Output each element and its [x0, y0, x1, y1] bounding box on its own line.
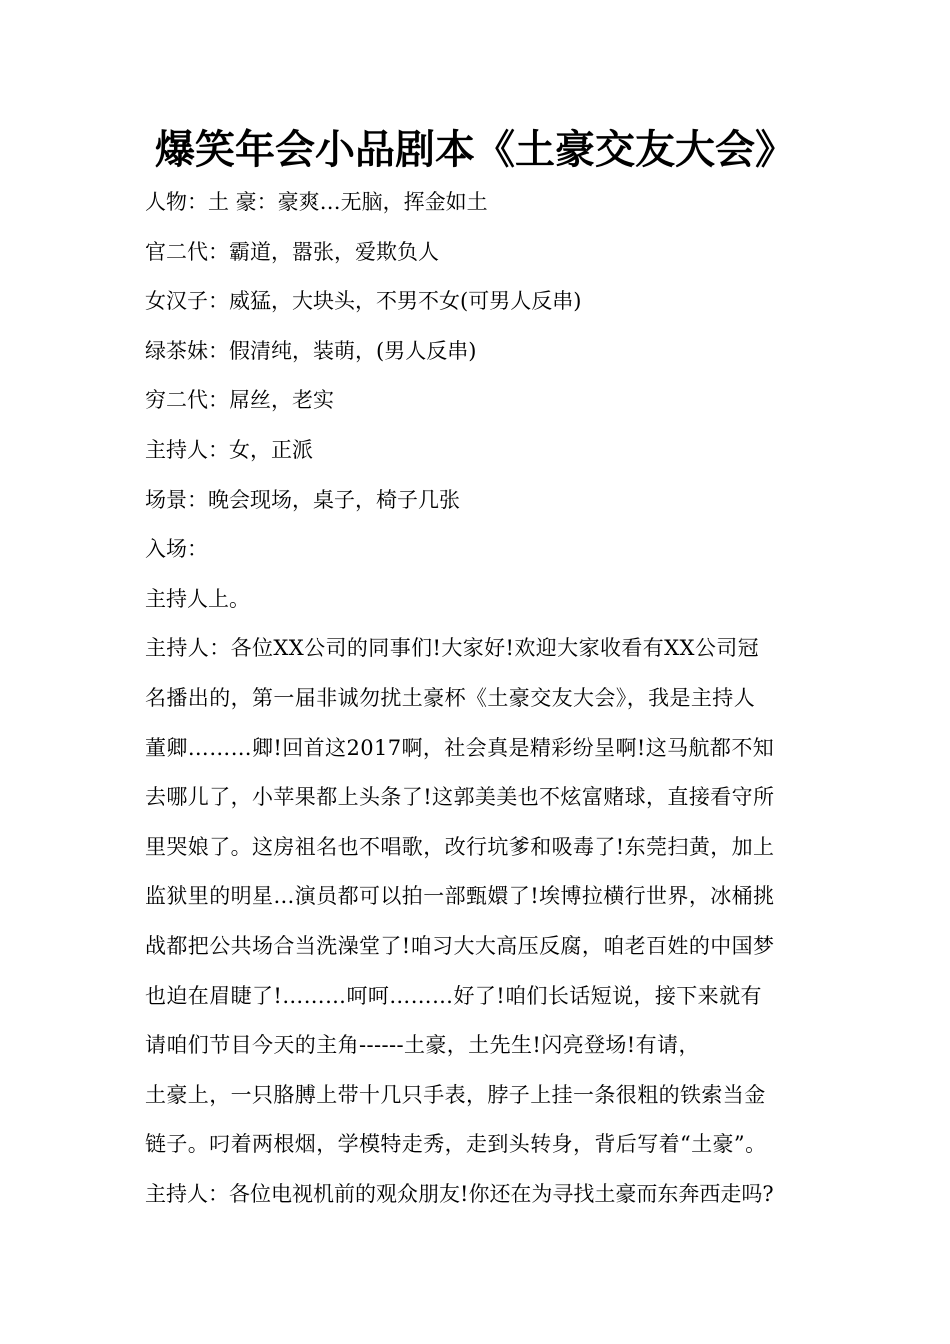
- paragraph-line: 请咱们节目今天的主角------土豪，土先生!闪亮登场!有请，: [145, 1033, 700, 1058]
- paragraph-line: 里哭娘了。这房祖名也不唱歌，改行坑爹和吸毒了!东莞扫黄，加上: [145, 834, 775, 859]
- character-line-guanerdai: 官二代：霸道，嚣张，爱欺负人: [145, 239, 439, 264]
- paragraph-line: 主持人：各位XX公司的同事们!大家好!欢迎大家收看有XX公司冠: [145, 636, 760, 661]
- document-body: [145, 178, 820, 1219]
- document-title: 爆笑年会小品剧本《土豪交友大会》: [155, 126, 795, 173]
- character-line-qiongerdai: 穷二代：屌丝，老实: [145, 388, 334, 413]
- paragraph-line: 主持人：各位电视机前的观众朋友!你还在为寻找土豪而东奔西走吗?: [145, 1181, 774, 1206]
- paragraph-line: 战都把公共场合当洗澡堂了!咱习大大高压反腐，咱老百姓的中国梦: [145, 933, 775, 958]
- character-line-lvchamei: 绿茶妹：假清纯，装萌，(男人反串): [145, 338, 477, 363]
- paragraph-line: 名播出的，第一届非诚勿扰土豪杯《土豪交友大会》，我是主持人: [145, 685, 756, 710]
- character-line-tuhao: 人物：土 豪：豪爽…无脑，挥金如土: [145, 190, 488, 214]
- paragraph-line: 去哪儿了，小苹果都上头条了!这郭美美也不炫富赌球，直接看守所: [145, 785, 775, 810]
- paragraph-line: 链子。叼着两根烟，学模特走秀，走到头转身，背后写着“土豪”。: [145, 1132, 767, 1157]
- paragraph-line: 监狱里的明星…演员都可以拍一部甄嬛了!埃博拉横行世界，冰桶挑: [145, 884, 775, 909]
- paragraph-line: 董卿………卿!回首这2017啊，社会真是精彩纷呈啊!这马航都不知: [145, 735, 775, 760]
- paragraph-line: 也迫在眉睫了!………呵呵………好了!咱们长话短说，接下来就有: [145, 983, 762, 1008]
- entrance-heading: 入场：: [145, 537, 208, 562]
- paragraph-line: 土豪上，一只胳膊上带十几只手表，脖子上挂一条很粗的铁索当金: [145, 1082, 766, 1107]
- character-line-host: 主持人：女，正派: [145, 437, 313, 462]
- character-line-nvhanzi: 女汉子：威猛，大块头，不男不女(可男人反串): [145, 289, 582, 314]
- scene-line: 场景：晚会现场，桌子，椅子几张: [145, 487, 460, 512]
- stage-direction: 主持人上。: [145, 586, 250, 611]
